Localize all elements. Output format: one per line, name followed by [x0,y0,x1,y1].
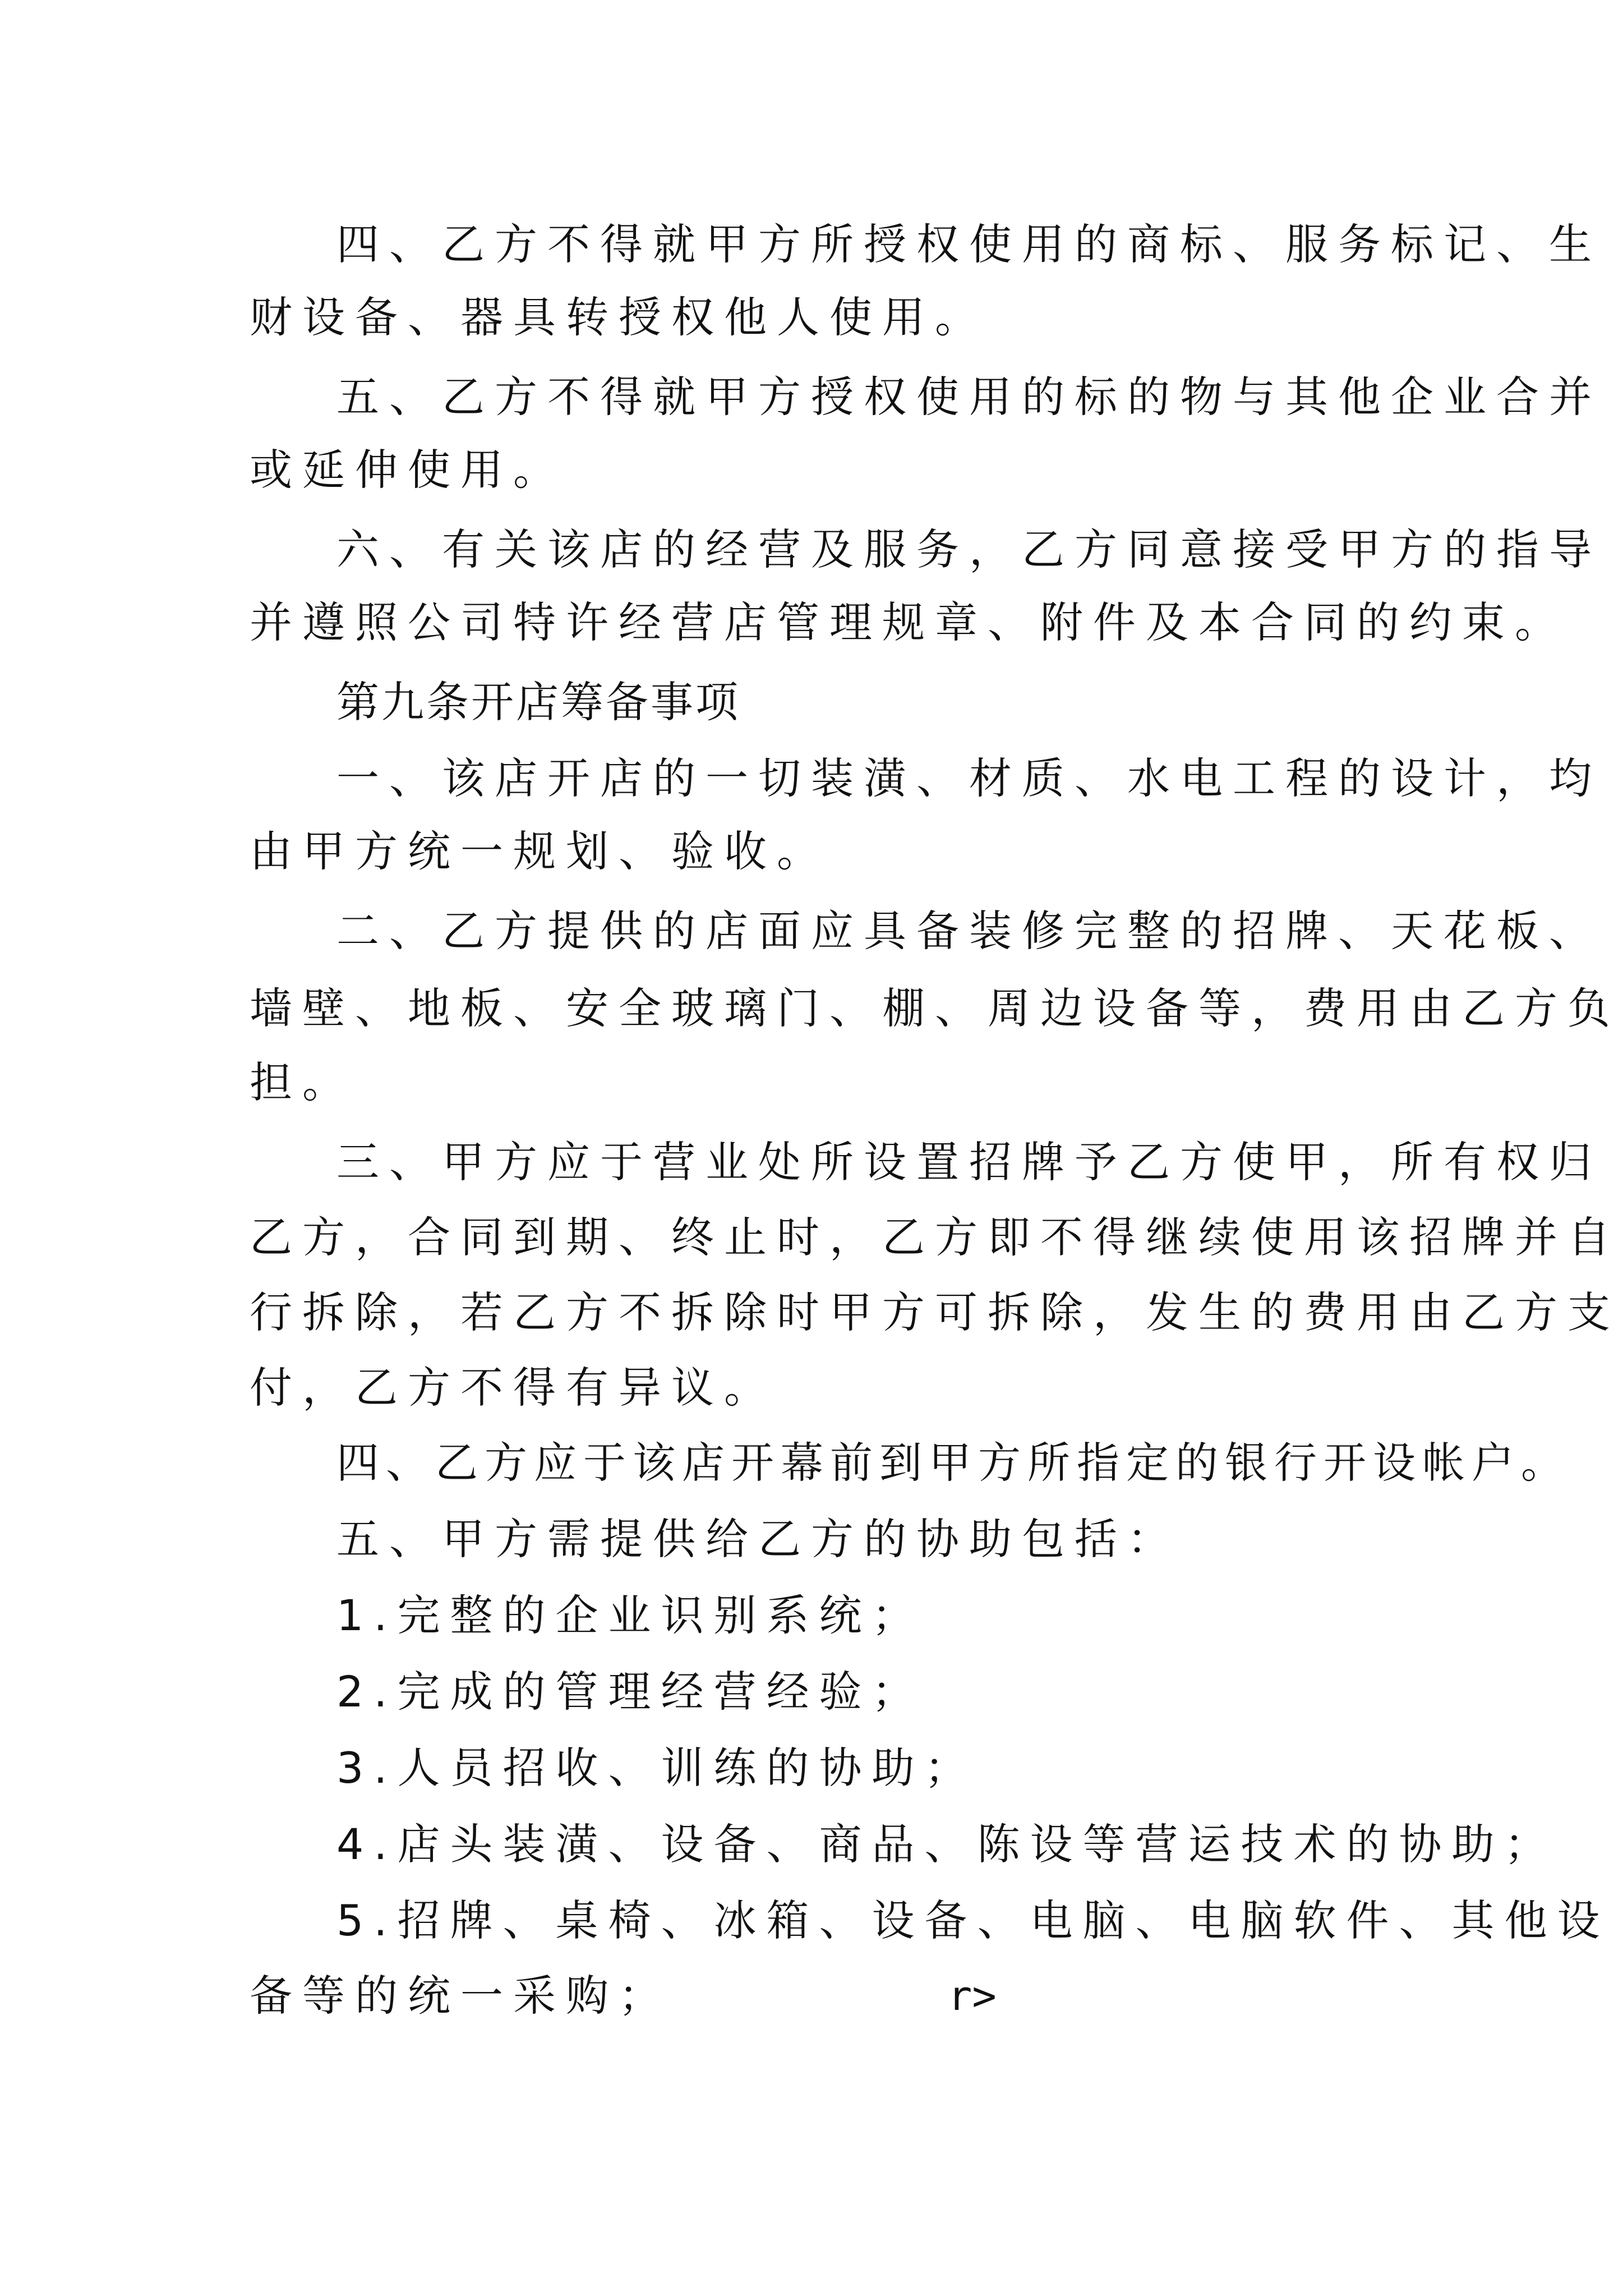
paragraph-line: 四、乙方应于该店开幕前到甲方所指定的银行开设帐户。 [336,1438,1570,1488]
paragraph-line: 墙壁、地板、安全玻璃门、棚、周边设备等，费用由乙方负 [250,983,1620,1033]
list-item-continuation: 备等的统一采购； [250,1971,671,2021]
list-item: 2.完成的管理经营经验； [336,1667,925,1717]
paragraph-line: 五、乙方不得就甲方授权使用的标的物与其他企业合并 [336,372,1602,422]
stray-text: r> [948,1972,997,2019]
paragraph-line: 或延伸使用。 [250,445,566,495]
section-heading: 第九条开店筹备事项 [336,677,740,727]
paragraph-line: 付，乙方不得有异议。 [250,1363,777,1412]
paragraph-line: 四、乙方不得就甲方所授权使用的商标、服务标记、生 [336,219,1602,269]
paragraph-line: 乙方，合同到期、终止时，乙方即不得继续使用该招牌并自 [250,1212,1620,1262]
paragraph-line: 六、有关该店的经营及服务，乙方同意接受甲方的指导 [336,524,1602,574]
paragraph-line: 财设备、器具转授权他人使用。 [250,292,988,342]
paragraph-line: 担。 [250,1057,355,1107]
list-item: 5.招牌、桌椅、冰箱、设备、电脑、电脑软件、其他设 [336,1895,1610,1945]
paragraph-line: 二、乙方提供的店面应具备装修完整的招牌、天花板、 [336,906,1602,956]
paragraph-line: 一、该店开店的一切装潢、材质、水电工程的设计，均 [336,753,1602,803]
list-item: 4.店头装潢、设备、商品、陈设等营运技术的协助； [336,1819,1557,1869]
list-item: 1.完整的企业识别系统； [336,1590,925,1640]
list-item: 3.人员招收、训练的协助； [336,1743,978,1793]
paragraph-line: 行拆除，若乙方不拆除时甲方可拆除，发生的费用由乙方支 [250,1287,1620,1337]
paragraph-line: 并遵照公司特许经营店管理规章、附件及本合同的约束。 [250,597,1567,647]
paragraph-line: 由甲方统一规划、验收。 [250,826,829,876]
paragraph-line: 三、甲方应于营业处所设置招牌予乙方使甲，所有权归 [336,1137,1602,1187]
paragraph-line: 五、甲方需提供给乙方的协助包括： [336,1514,1180,1564]
